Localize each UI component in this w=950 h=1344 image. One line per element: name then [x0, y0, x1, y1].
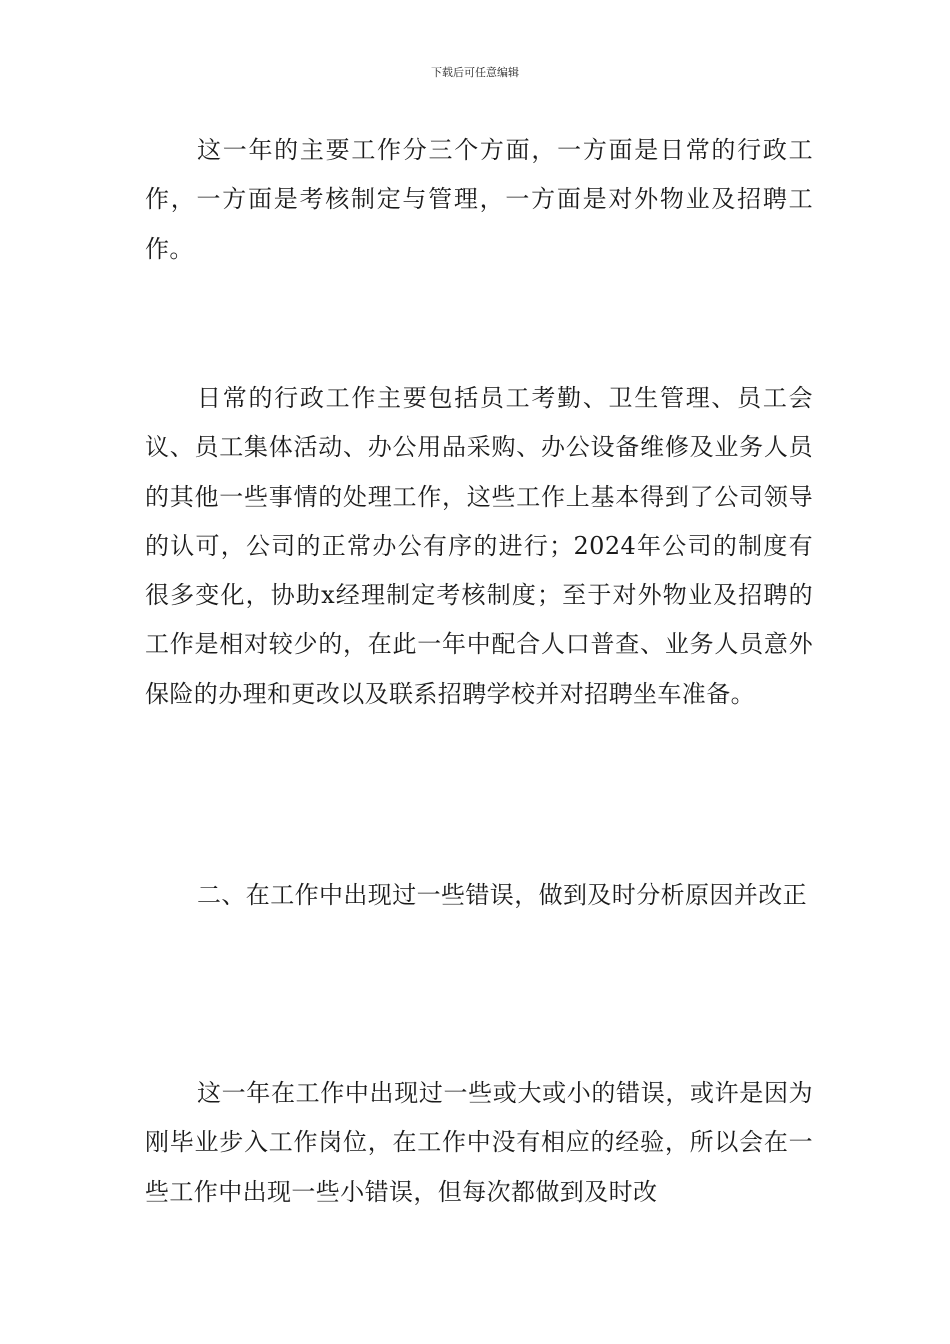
- body-paragraph-daily-admin: 日常的行政工作主要包括员工考勤、卫生管理、员工会议、员工集体活动、办公用品采购、办公设备维修及业务人员的其他一些事情的处理工作，这些工作上基本得到了公司领导的认可，公司的正常办公有序的进行；2024年公司的制度有很多变化，协助x经理制定考核制度；至于对外物业及招聘的工作是相对较少的，在此一年中配合人口普查、业务人员意外保险的办理和更改以及联系招聘学校并对招聘坐车准备。: [145, 384, 813, 708]
- page-header-note: 下载后可任意编辑: [431, 66, 519, 79]
- section-heading-errors: 二、在工作中出现过一些错误，做到及时分析原因并改正: [197, 881, 807, 909]
- body-paragraph-errors: 这一年在工作中出现过一些或大或小的错误，或许是因为刚毕业步入工作岗位，在工作中没有相应的经验，所以会在一些工作中出现一些小错误，但每次都做到及时改: [145, 1079, 813, 1206]
- body-paragraph-work-overview: 这一年的主要工作分三个方面，一方面是日常的行政工作，一方面是考核制定与管理，一方面是对外物业及招聘工作。: [145, 136, 813, 263]
